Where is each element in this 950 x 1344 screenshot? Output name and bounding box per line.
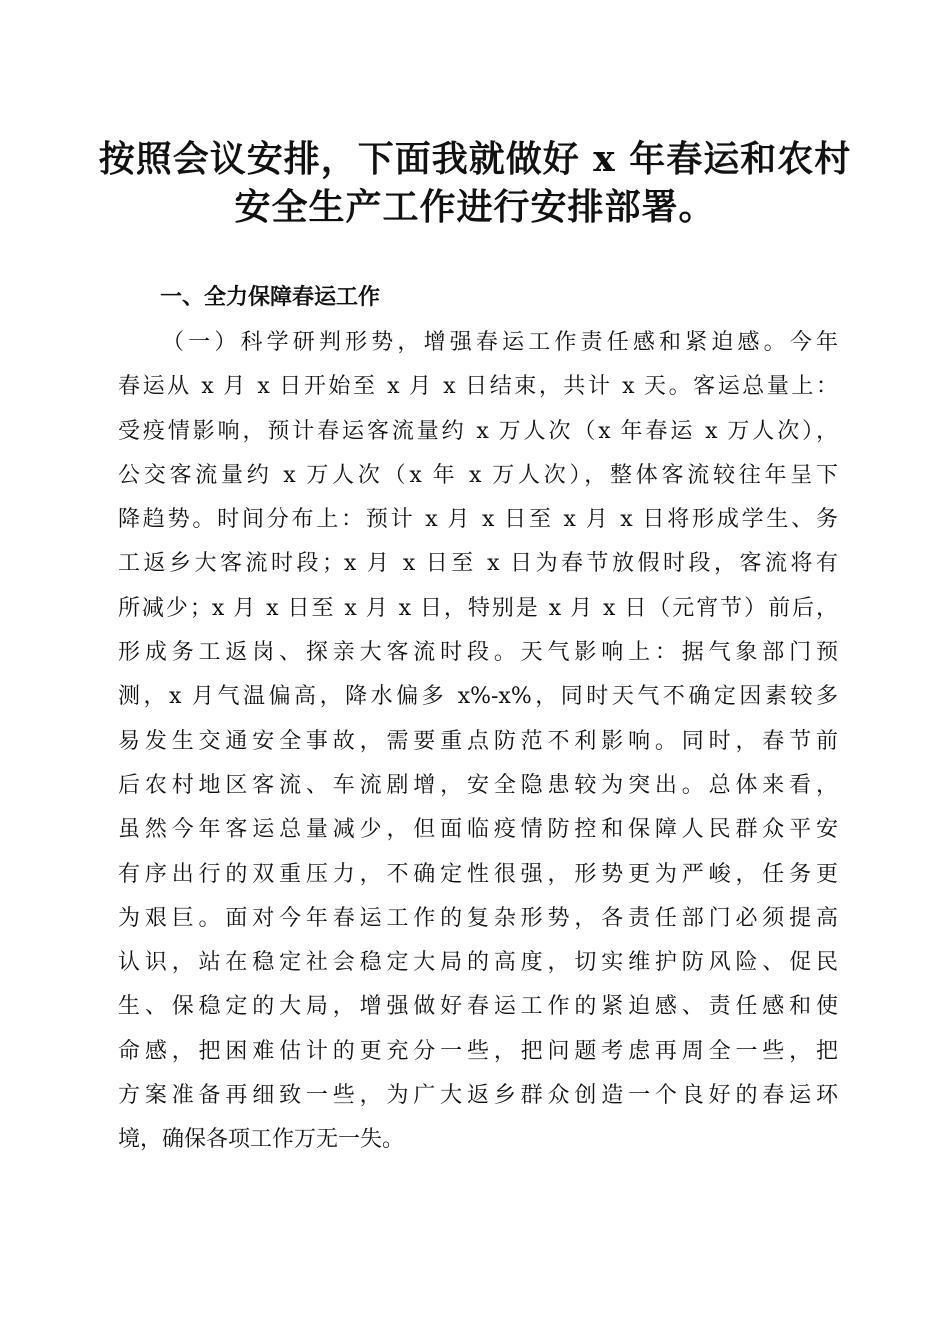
body-paragraph bbox=[118, 321, 838, 1163]
paragraph-line: 工返乡大客流时段；x 月 x 日至 x 日为春节放假时段，客流将有 bbox=[118, 551, 838, 577]
paragraph-line: （一）科学研判形势，增强春运工作责任感和紧迫感。今年 bbox=[162, 330, 838, 355]
paragraph-line: 方案准备再细致一些，为广大返乡群众创造一个良好的春运环 bbox=[118, 1083, 838, 1109]
paragraph-line: 生、保稳定的大局，增强做好春运工作的紧迫感、责任感和使 bbox=[118, 994, 838, 1020]
paragraph-line: 认识，站在稳定社会稳定大局的高度，切实维护防风险、促民 bbox=[118, 950, 838, 976]
paragraph-line: 公交客流量约 x 万人次（x 年 x 万人次），整体客流较往年呈下 bbox=[118, 462, 838, 488]
paragraph-line: 春运从 x 月 x 日开始至 x 月 x 日结束，共计 x 天。客运总量上： bbox=[118, 374, 838, 400]
paragraph-line: 命感，把困难估计的更充分一些，把问题考虑再周全一些，把 bbox=[118, 1038, 838, 1064]
document-title bbox=[60, 135, 890, 231]
paragraph-line: 境，确保各项工作万无一失。 bbox=[118, 1127, 405, 1153]
paragraph-line: 虽然今年客运总量减少，但面临疫情防控和保障人民群众平安 bbox=[118, 817, 838, 843]
paragraph-line: 受疫情影响，预计春运客流量约 x 万人次（x 年春运 x 万人次）， bbox=[118, 418, 838, 444]
paragraph-line: 易发生交通安全事故，需要重点防范不利影响。同时，春节前 bbox=[118, 728, 838, 754]
paragraph-line: 后农村地区客流、车流剧增，安全隐患较为突出。总体来看， bbox=[118, 772, 838, 798]
paragraph-line: 测，x 月气温偏高，降水偏多 x%-x%，同时天气不确定因素较多 bbox=[118, 684, 838, 710]
title-line: 按照会议安排，下面我就做好 x 年春运和农村 bbox=[98, 138, 852, 180]
paragraph-line: 降趋势。时间分布上：预计 x 月 x 日至 x 月 x 日将形成学生、务 bbox=[118, 507, 838, 533]
section-heading: 一、全力保障春运工作 bbox=[160, 285, 381, 310]
paragraph-line: 有序出行的双重压力，不确定性很强，形势更为严峻，任务更 bbox=[118, 861, 838, 887]
paragraph-line: 所减少；x 月 x 日至 x 月 x 日，特别是 x 月 x 日（元宵节）前后， bbox=[118, 595, 838, 621]
paragraph-line: 形成务工返岗、探亲大客流时段。天气影响上：据气象部门预 bbox=[118, 640, 838, 666]
paragraph-line: 为艰巨。面对今年春运工作的复杂形势，各责任部门必须提高 bbox=[118, 905, 838, 931]
title-line: 安全生产工作进行安排部署。 bbox=[234, 186, 716, 228]
